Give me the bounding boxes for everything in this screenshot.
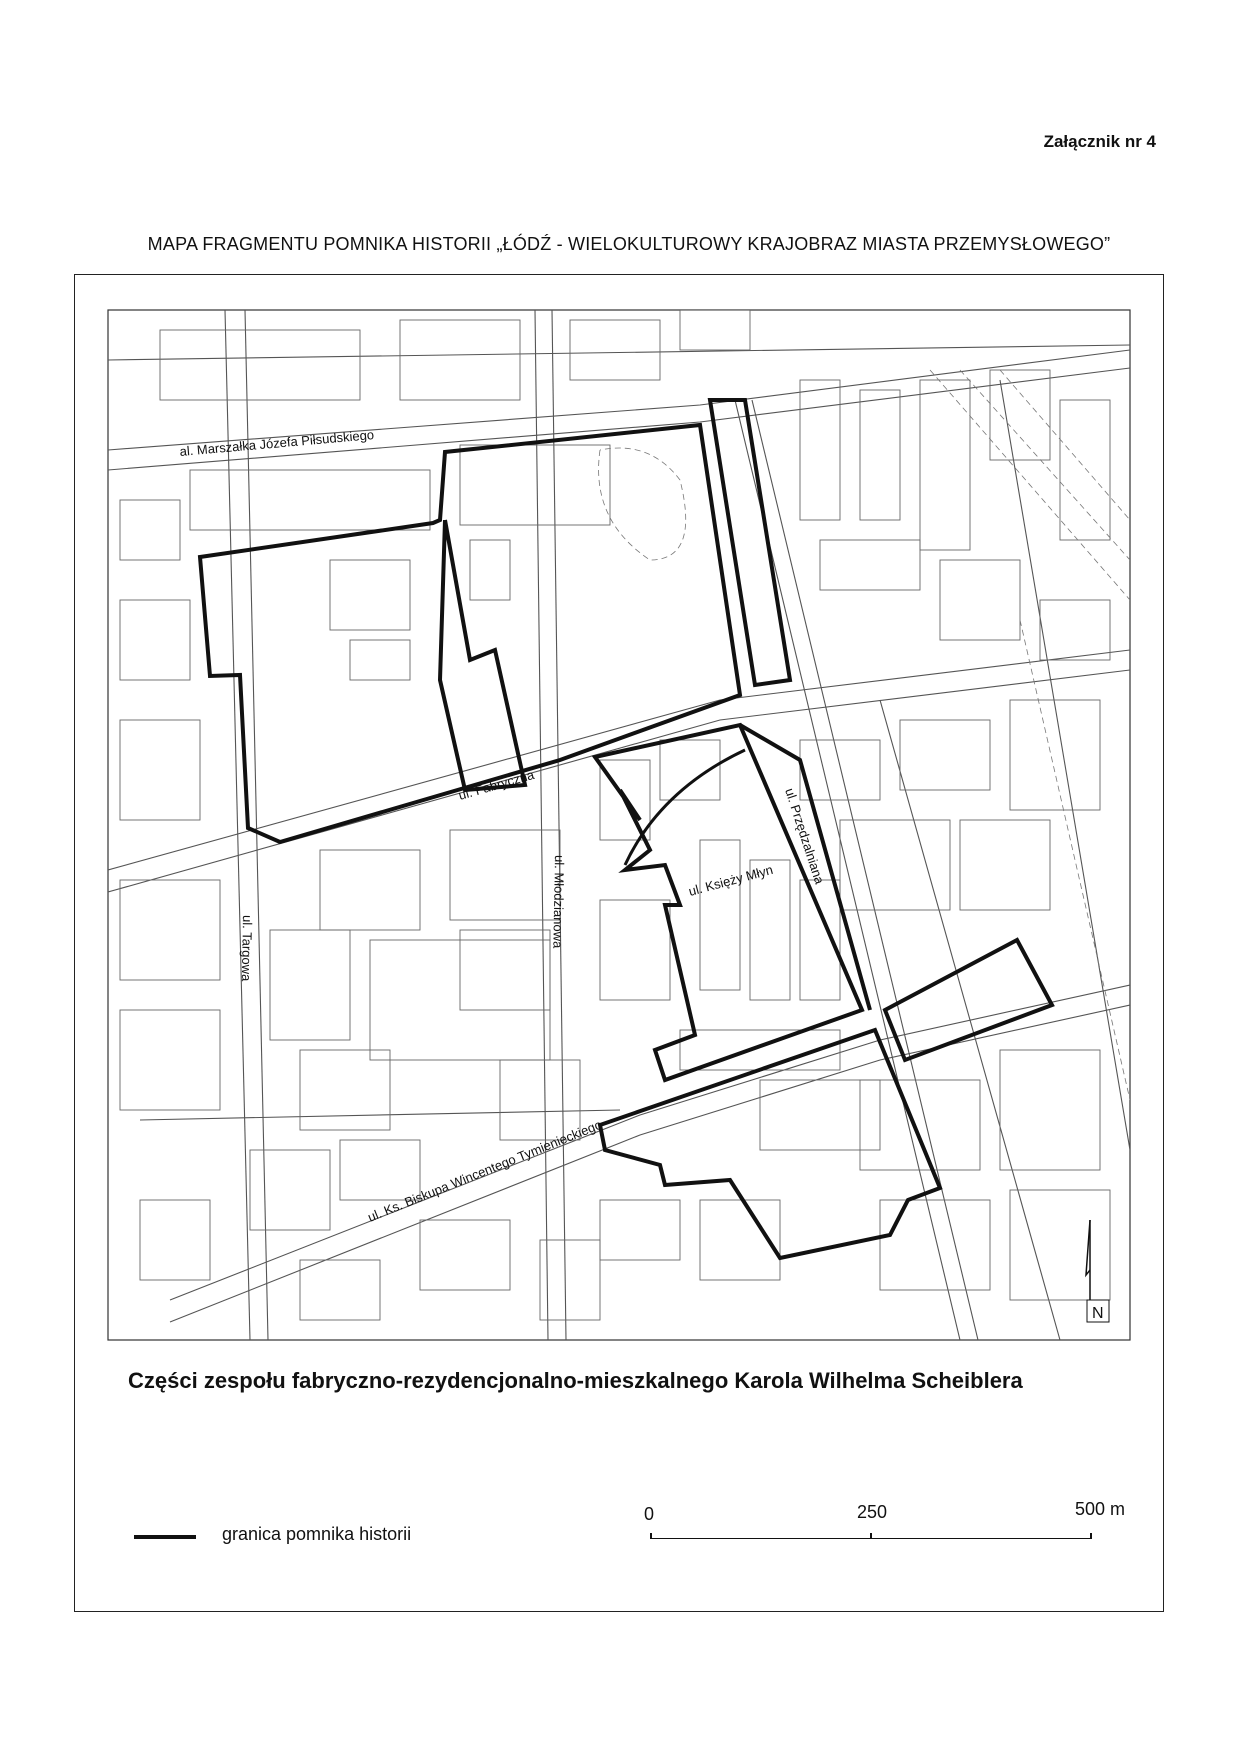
- street-label-fabryczna: ul. Fabryczna: [456, 766, 536, 803]
- legend-boundary-swatch: [134, 1535, 196, 1539]
- map-border: [108, 310, 1130, 1340]
- boundary-area-east: [885, 940, 1052, 1060]
- building-outlines: [120, 310, 1110, 1320]
- north-label: N: [1092, 1305, 1104, 1322]
- scale-tick: [1090, 1533, 1092, 1539]
- map-caption: Części zespołu fabryczno-rezydencjonalno-mieszkalnego Karola Wilhelma Scheiblera: [128, 1368, 1023, 1393]
- scale-bar: [650, 1532, 1092, 1539]
- street-label-przedzalniana: ul. Przędzalniana: [782, 786, 828, 886]
- road-network: [108, 310, 1130, 1340]
- boundary-area-fabryczna: [440, 520, 525, 790]
- street-label-mlodzianowa: ul. Młodzianowa: [550, 854, 567, 949]
- boundary-area-north-west: [200, 425, 740, 842]
- boundary-arc: [625, 750, 745, 865]
- scale-tick: [650, 1533, 652, 1539]
- street-label-targowa: ul. Targowa: [238, 914, 255, 982]
- legend-boundary-label: granica pomnika historii: [222, 1524, 412, 1544]
- scale-label-250: 250: [857, 1502, 888, 1522]
- boundary-area-strip: [710, 400, 790, 685]
- street-label-pilsudskiego: al. Marszałka Józefa Piłsudskiego: [178, 427, 375, 459]
- boundary-area-south: [600, 1030, 940, 1258]
- boundary-area-ksiezy-mlyn: [595, 725, 862, 1080]
- street-label-ksiezy-mlyn: ul. Księży Młyn: [686, 861, 775, 899]
- scale-label-500: 500 m: [1075, 1499, 1126, 1519]
- map-title: MAPA FRAGMENTU POMNIKA HISTORII „ŁÓDŹ - WIELOKULTUROWY KRAJOBRAZ MIASTA PRZEMYSŁOWEGO”: [147, 234, 1111, 254]
- attachment-label: Załącznik nr 4: [1043, 132, 1156, 151]
- street-label-tymienieckiego: ul. Ks. Biskupa Wincentego Tymienieckiego: [365, 1116, 605, 1225]
- scale-tick: [870, 1533, 872, 1539]
- heritage-boundary: [200, 400, 1052, 1258]
- scale-label-0: 0: [644, 1504, 655, 1524]
